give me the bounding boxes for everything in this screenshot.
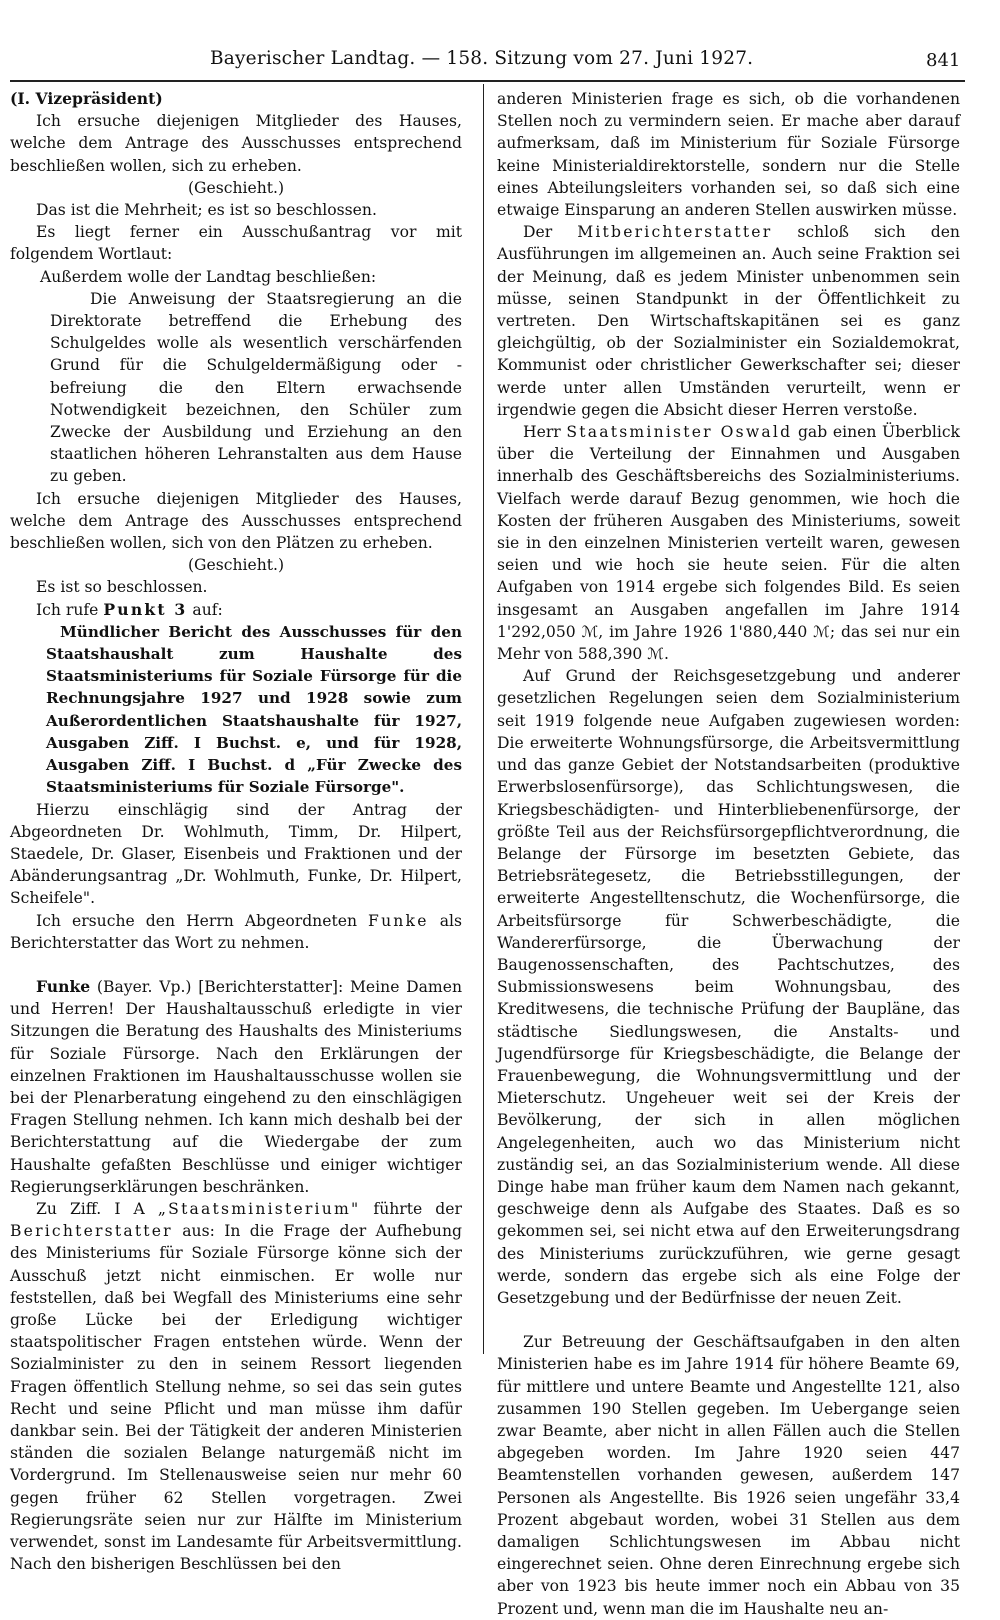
running-title: Bayerischer Landtag. — 158. Sitzung vom 27. Juni 1927.	[210, 48, 754, 69]
text: aus: In die Frage der Aufhebung des Ministeriums für Soziale Fürsorge könne sich der Ausschuß jetzt nicht einmischen. Er wolle nur feststellen, daß bei Wegfall des Ministeriums eine sehr große Lücke bei der Erledigung wichtiger staatspolitischer Fragen entstehen würde. Wenn der Sozialminister zu den in seinem Ressort liegenden Fragen öffentlich Stellung nehme, so sei das sein gutes Recht und seine Pflicht und man müsse ihm dafür dankbar sein. Bei der Tätigkeit der anderen Ministerien ständen die sozialen Belange naturgemäß nicht im Vordergrund. Im Stellenausweise seien nur mehr 60 gegen früher 62 Stellen vorgetragen. Zwei Regierungsräte seien nur zur Hälfte im Ministerium verwendet, sonst im Landesamte für Arbeitsvermittlung. Nach den bisherigen Beschlüssen bei den	[10, 1222, 462, 1574]
text: führte der	[373, 1199, 462, 1218]
emphasis: Berichterstatter	[10, 1222, 173, 1241]
text: Ich rufe	[36, 600, 99, 619]
column-divider	[483, 84, 484, 1354]
stage-direction: (Geschieht.)	[187, 178, 285, 197]
text: Ich ersuche den Herrn Abgeordneten	[36, 911, 357, 930]
page-number: 841	[926, 50, 961, 71]
paragraph: Ich ersuche diejenigen Mitglieder des Hauses, welche dem Antrage des Ausschusses entsprechend beschließen wollen, sich von den Plätzen zu erheben.	[10, 489, 462, 553]
motion-text: Die Anweisung der Staatsregierung an die Direktorate betreffend die Erhebung des Schulgeldes wolle als wesentlich verschärfenden Grund für die Schulgeldermäßigung oder -befreiung die den Eltern erwachsende Notwendigkeit bezeichnen, den Schüler zum Zwecke der Ausbildung und Erziehung an den staatlichen höheren Lehranstalten aus dem Hause zu geben.	[50, 289, 462, 486]
left-column	[10, 88, 462, 1575]
paragraph	[10, 910, 462, 954]
emphasis: Staatsminister Oswald	[566, 423, 793, 442]
motion-intro: Außerdem wolle der Landtag beschließen:	[40, 267, 377, 286]
speaker-name: Funke	[368, 911, 429, 930]
paragraph: anderen Ministerien frage es sich, ob die vorhandenen Stellen noch zu vermindern seien. Er mache aber darauf aufmerksam, daß im Ministerium für Soziale Fürsorge keine Ministerialdirektorstelle, sondern nur die Stelle eines Abteilungsleiters vorhanden sei, so daß sich eine etwaige Einsparung an anderen Stellen auswirken müsse.	[497, 90, 960, 220]
paragraph	[497, 421, 960, 665]
paragraph: Es ist so beschlossen.	[36, 578, 208, 597]
text: gab einen Überblick über die Verteilung der Einnahmen und Ausgaben innerhalb des Geschäftsbereichs des Sozialministeriums. Vielfach werde darauf Bezug genommen, wie hoch die Kosten der früheren Ausgaben des Ministeriums, soweit sie in den einzelnen Ministerien verteilt waren, gewesen seien und wie hoch sie heute seien. Für die alten Aufgaben von 1914 ergebe sich folgendes Bild. Es seien insgesamt an Ausgaben angefallen im Jahre 1914 1'292,050 ℳ, im Jahre 1926 1'880,440 ℳ; das sei nur ein Mehr von 588,390 ℳ.	[497, 423, 961, 664]
paragraph: Das ist die Mehrheit; es ist so beschlossen.	[36, 201, 377, 220]
text: als Berichterstatter das Wort zu nehmen.	[10, 911, 462, 952]
right-column	[497, 88, 960, 1620]
paragraph: Ich ersuche diejenigen Mitglieder des Hauses, welche dem Antrage des Ausschusses entsprechend beschließen wollen, sich zu erheben.	[10, 112, 462, 175]
emphasis: „Staatsministerium"	[157, 1199, 361, 1218]
speech-paragraph	[10, 976, 462, 1198]
speaker-label: (I. Vizepräsident)	[10, 89, 163, 108]
paragraph: Es liegt ferner ein Ausschußantrag vor mit folgendem Wortlaut:	[10, 223, 462, 264]
page-header	[0, 44, 1000, 74]
text: Zu Ziff. I A	[36, 1199, 145, 1218]
text: Herr	[523, 423, 561, 442]
paragraph	[497, 221, 960, 421]
paragraph: Auf Grund der Reichsgesetzgebung und anderer gesetzlichen Regelungen seien dem Sozialministerium seit 1919 folgende neue Aufgaben zugewiesen worden: Die erweiterte Wohnungsfürsorge, die Arbeitsvermittlung und das ganze Gebiet der Notstandsarbeiten (produktive Erwerbslosenfürsorge), das Schlichtungswesen, die Kriegsbeschädigten- und Hinterbliebenenfürsorge, der größte Teil aus der Reichsfürsorgepflichtverordnung, die Belange der Fürsorge im besetzten Gebiete, das Betriebsrätegesetz, die Betriebsstillegungen, der erweiterte Angestelltenschutz, die Wochenfürsorge, die Arbeitsfürsorge für Schwerbeschädigte, die Wandererfürsorge, die Überwachung der Baugenossenschaften, des Pachtschutzes, des Submissionswesens beim Wohnungsbau, des Kreditwesens, die technische Prüfung der Baupläne, das städtische Siedlungswesen, die Anstalts- und Jugendfürsorge für Kriegsbeschädigte, die Belange der Frauenbewegung, die Wohnungsvermittlung und der Mieterschutz. Ungeheuer weit sei der Kreis der Bevölkerung, der sich in allen möglichen Angelegenheiten, auch wo das Ministerium nicht zuständig sei, an das Sozialministerium wende. All diese Dinge habe man früher kaum dem Namen nach gekannt, geschweige denn als Aufgabe des Staates. Daß es so gekommen sei, sei nicht etwa auf den Erweiterungsdrang des Ministeriums zurückzuführen, wie gerne gesagt werde, sondern das ergebe sich als eine Folge der Gesetzgebung und der Bedürfnisse der neuen Zeit.	[497, 667, 960, 1307]
spacer	[10, 954, 462, 976]
text: auf:	[192, 600, 223, 619]
agenda-item: Punkt 3	[103, 599, 188, 619]
stage-direction: (Geschieht.)	[187, 556, 285, 575]
text: (Bayer. Vp.) [Berichterstatter]: Meine Damen und Herren! Der Haushaltausschuß erledigte in vier Sitzungen die Beratung des Haushalts des Ministeriums für Soziale Fürsorge. Nach den Erklärungen der einzelnen Fraktionen im Haushaltausschusse wollen sie bei der Plenarberatung eingehend zu den einschlägigen Fragen Stellung nehmen. Ich kann mich deshalb bei der Berichterstattung auf die Wiedergabe der zum Haushalte gefaßten Beschlüsse und einiger wichtiger Regierungserklärungen beschränken.	[10, 977, 462, 1196]
text: Der	[523, 223, 553, 242]
paragraph: Hierzu einschlägig sind der Antrag der Abgeordneten Dr. Wohlmuth, Timm, Dr. Hilpert, Staedele, Dr. Glaser, Eisenbeis und Fraktionen und der Abänderungsantrag „Dr. Wohlmuth, Funke, Dr. Hilpert, Scheifele".	[10, 800, 462, 908]
text: schloß sich den Ausführungen im allgemeinen an. Auch seine Fraktion sei der Meinung, daß es jedem Minister unbenommen sein müsse, seinen Standpunkt in der Öffentlichkeit zu vertreten. Den Wirtschaftskapitänen sei es ganz gleichgültig, ob der Sozialminister ein Sozialdemokrat, Kommunist oder christlicher Gewerkschafter sei; dieser werde unter allen Umständen verurteilt, wenn er irgendwie gegen die Absicht dieser Herren verstoße.	[497, 223, 960, 419]
emphasis: Mitberichterstatter	[577, 223, 773, 242]
paragraph: Zur Betreuung der Geschäftsaufgaben in den alten Ministerien habe es im Jahre 1914 für höhere Beamte 69, für mittlere und untere Beamte und Angestellte 121, also zusammen 190 Stellen gegeben. Im Uebergange seien zwar Beamte, aber nicht in allen Fällen auch die Stellen abgegeben worden. Im Jahre 1920 seien 447 Beamtenstellen vorhanden gewesen, außerdem 147 Personen als Angestellte. Bis 1926 seien ungefähr 33,4 Prozent abgebaut worden, wobei 31 Stellen aus dem damaligen Schlichtungswesen im Abbau nicht eingerechnet seien. Ohne deren Einrechnung ergebe sich aber von 1923 bis heute immer noch ein Abbau von 35 Prozent und, wenn man die im Haushalte neu an-	[497, 1333, 960, 1618]
paragraph	[10, 1198, 462, 1575]
header-rule	[10, 80, 965, 82]
speaker-name: Funke	[36, 976, 91, 996]
agenda-title: Mündlicher Bericht des Ausschusses für den Staatshaushalt zum Haushalte des Staatsministeriums für Soziale Fürsorge für die Rechnungsjahre 1927 und 1928 sowie zum Außerordentlichen Staatshaushalte für 1927, Ausgaben Ziff. I Buchst. e, und für 1928, Ausgaben Ziff. I Buchst. d „Für Zwecke des Staatsministeriums für Soziale Fürsorge".	[46, 622, 462, 797]
paragraph	[10, 599, 462, 621]
spacer	[497, 1309, 960, 1331]
